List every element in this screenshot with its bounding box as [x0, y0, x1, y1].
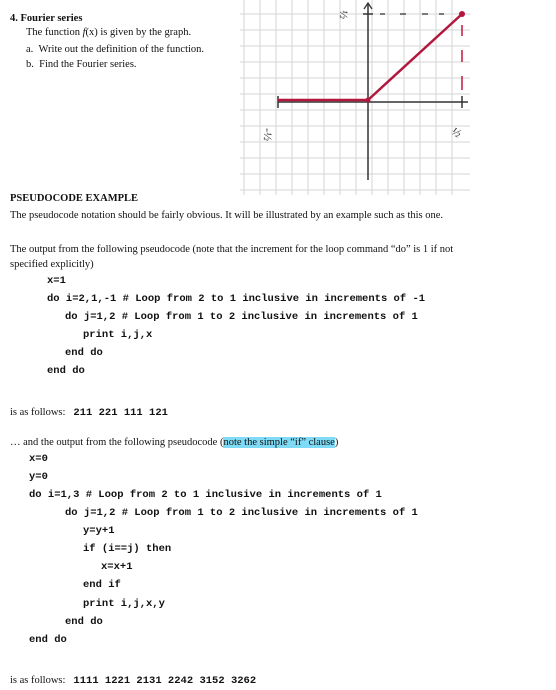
code1-line: end do [47, 365, 85, 377]
code2-line: end do [29, 634, 67, 646]
result2-value: 1111 1221 2131 2242 3152 3262 [73, 675, 257, 687]
intro-before: The function [26, 27, 83, 38]
label-left: -½ [261, 128, 275, 141]
origin-point [366, 98, 371, 103]
item-text: Find the Fourier series. [39, 59, 137, 70]
result2 [10, 670, 256, 688]
code1-line: print i,j,x [83, 329, 153, 341]
result1-value: 211 221 111 121 [73, 407, 168, 419]
item-text: Write out the definition of the function. [38, 44, 205, 55]
label-right: ½ [449, 123, 464, 141]
problem-heading: 4. Fourier series [10, 13, 83, 24]
section-title: PSEUDOCODE EXAMPLE [10, 193, 139, 204]
function-argument: (x) [85, 27, 98, 38]
intro2 [10, 437, 338, 448]
code1-line: do i=2,1,-1 # Loop from 2 to 1 inclusive in increments of -1 [47, 293, 426, 305]
code2-line: y=0 [29, 471, 48, 483]
linear-segment [368, 14, 462, 100]
code2-line: do i=1,3 # Loop from 2 to 1 inclusive in increments of 1 [29, 489, 382, 501]
code2-line: x=x+1 [101, 561, 133, 573]
output-intro-line1: The output from the following pseudocode (note that the increment for the loop command “do” is 1 if not [10, 244, 454, 255]
code2-line: x=0 [29, 453, 48, 465]
item-marker: a. [26, 44, 34, 55]
code1-line: do j=1,2 # Loop from 1 to 2 inclusive in increments of 1 [65, 311, 418, 323]
function-symbol: f [82, 27, 86, 38]
item-marker: b. [26, 59, 34, 70]
problem-item-b [26, 59, 137, 70]
code1-line: end do [65, 347, 103, 359]
intro2-before: … and the output from the following pseudocode ( [10, 437, 224, 448]
result1 [10, 402, 168, 420]
code2-line: print i,j,x,y [83, 598, 165, 610]
code2-line: do j=1,2 # Loop from 1 to 2 inclusive in increments of 1 [65, 507, 418, 519]
highlighted-note: note the simple “if” clause [223, 437, 335, 448]
result2-label: is as follows: [10, 675, 66, 686]
function-graph [240, 0, 480, 195]
section-intro: The pseudocode notation should be fairly obvious. It will be illustrated by an example such as this one. [10, 210, 444, 221]
code2-line: end if [83, 579, 121, 591]
problem-item-a [26, 44, 204, 55]
code2-line: end do [65, 616, 103, 628]
label-top: ½ [337, 10, 351, 19]
output-intro-line2: specified explicitly) [10, 259, 94, 270]
intro2-after: ) [334, 437, 339, 448]
graph-grid [240, 0, 470, 195]
code2-line: if (i==j) then [83, 543, 172, 555]
code2-line: y=y+1 [83, 525, 115, 537]
code1-line: x=1 [47, 275, 66, 287]
intro-after: is given by the graph. [97, 27, 192, 38]
problem-intro [26, 27, 191, 38]
result1-label: is as follows: [10, 407, 66, 418]
endpoint-dot [459, 11, 465, 17]
